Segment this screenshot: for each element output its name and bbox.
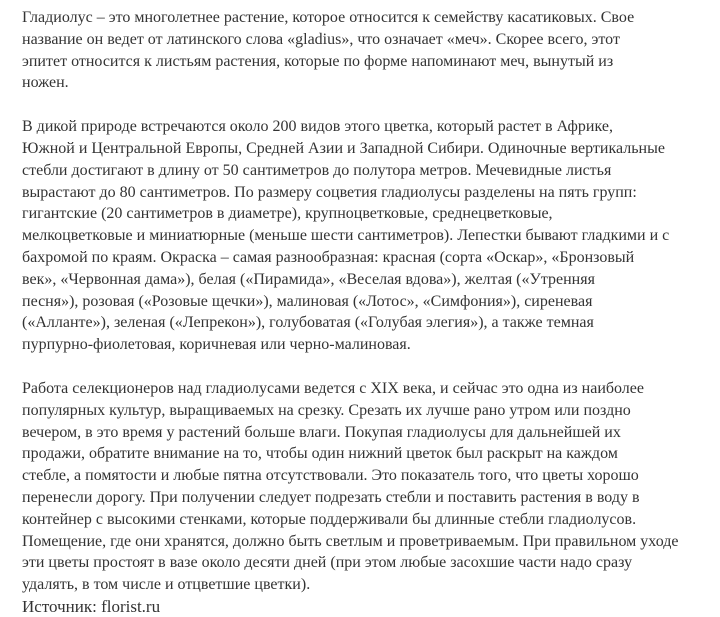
paragraph-species: В дикой природе встречаются около 200 видов этого цветка, который растет в Африке, Южной и Центральной Европы, Средней Азии и Западной Сибири. Одиночные вертикальные стебли достигают в длину от 50 сантиметров до полутора метров. Мечевидные листья вырастают до 80 сантиметров. По размеру соцветия гладиолусы разделены на пять групп: гигантские (20 сантиметров в диаметре), крупноцветковые, среднецветковые, мелкоцветковые и миниатюрные (меньше шести сантиметров). Лепестки бывают гладкими и с бахромой по краям. Окраска – самая разнообразная: красная (сорта «Оскар», «Бронзовый век», «Червонная дама»), белая («Пирамида», «Веселая вдова»), желтая («Утренняя песня»), розовая («Розовые щечки»), малиновая («Лотос», «Симфония»), сиреневая («Алланте»), зеленая («Лепрекон»), голубоватая («Голубая элегия»), а также темная пурпурно-фиолетовая, коричневая или черно-малиновая. (22, 118, 670, 354)
paragraph-intro: Гладиолус – это многолетнее растение, которое относится к семейству касатиковых. Свое название он ведет от латинского слова «gladius», что означает «меч». Скорее всего, этот эпитет относится к листьям растения, которые по форме напоминают меч, вынутый из ножен. (22, 9, 635, 92)
source-credit: Источник: florist.ru (22, 596, 161, 616)
paragraph-care: Работа селекционеров над гладиолусами ведется с XIX века, и сейчас это одна из наиболее популярных культур, выращиваемых на срезку. Срезать их лучше рано утром или поздно вечером, в это время у растений больше влаги. Покупая гладиолусы для дальнейшей их продажи, обратите внимание на то, чтобы один нижний цветок был раскрыт на каждом стебле, а помятости и любые пятна отсутствовали. Это показатель того, что цветы хорошо перенесли дорогу. При получении следует подрезать стебли и поставить растения в воду в контейнер с высокими стенками, которые поддерживали бы длинные стебли гладиолусов. Помещение, где они хранятся, должно быть светлым и проветриваемым. При правильном уходе эти цветы простоят в вазе около десяти дней (при этом любые засохшие части надо сразу удалять, в том числе и отцветшие цветки). (22, 379, 679, 594)
